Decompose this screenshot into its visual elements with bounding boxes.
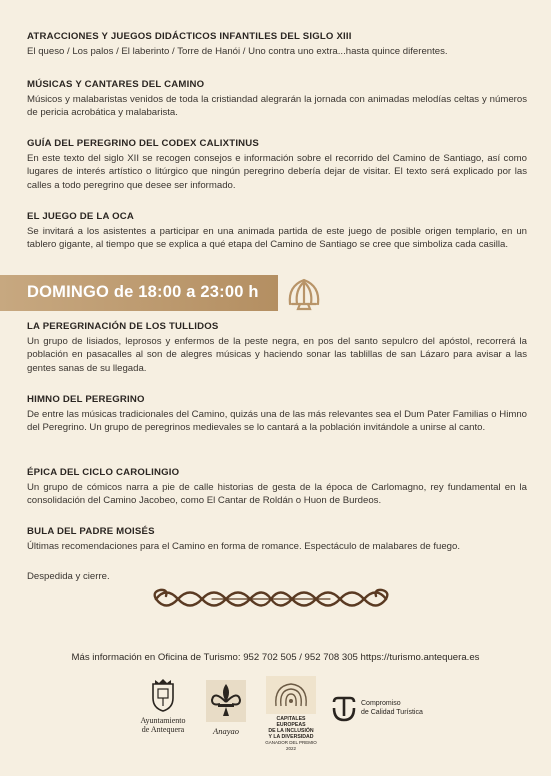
section-body: Músicos y malabaristas venidos de toda la cristiandad alegrarán la jornada con animadas melodías celtas y números de pericia acrobática y malabarista. bbox=[27, 94, 527, 119]
section-tullidos bbox=[27, 320, 527, 375]
capitales-line3: Y LA DIVERSIDAD bbox=[268, 734, 314, 740]
capitales-europeas-logo bbox=[262, 676, 320, 751]
section-musicas bbox=[27, 78, 527, 120]
section-body: El queso / Los palos / El laberinto / Torre de Hanói / Uno contra uno extra...hasta quince diferentes. bbox=[27, 46, 448, 57]
day-banner bbox=[0, 275, 278, 311]
coat-of-arms-icon bbox=[149, 678, 177, 712]
capitales-line4: GANADOR DEL PREMIO 2022 bbox=[265, 740, 317, 751]
section-oca bbox=[27, 210, 527, 252]
anayao-name: Anayao bbox=[213, 726, 239, 736]
day-banner-text: DOMINGO de 18:00 a 23:00 h bbox=[27, 283, 259, 301]
section-title: ÉPICA DEL CICLO CAROLINGIO bbox=[27, 467, 180, 478]
capitales-line1: CAPITALES EUROPEAS bbox=[276, 716, 306, 728]
section-atracciones bbox=[27, 30, 527, 58]
fleur-de-lis-icon bbox=[206, 680, 246, 722]
section-body: Un grupo de cómicos narra a pie de calle historias de gesta de la época de Carlomagno, rey fundamental en la consolidación del Camino Jacobeo, como El Cantar de Roldán o Huon de Burdeos. bbox=[27, 482, 527, 507]
closing-line: Despedida y cierre. bbox=[27, 571, 110, 582]
calidad-q-icon bbox=[330, 696, 358, 724]
section-epica bbox=[27, 466, 527, 508]
section-title: HIMNO DEL PEREGRINO bbox=[27, 394, 145, 405]
tourism-info: Más información en Oficina de Turismo: 952 702 505 / 952 708 305 https://turismo.antequera.es bbox=[71, 652, 480, 663]
section-body: Últimas recomendaciones para el Camino en forma de romance. Espectáculo de malabares de fuego. bbox=[27, 541, 461, 552]
anayao-logo bbox=[204, 680, 248, 740]
sponsor-logos bbox=[0, 676, 551, 751]
section-himno bbox=[27, 393, 527, 435]
compromiso-line1: Compromiso bbox=[361, 700, 401, 707]
section-title: ATRACCIONES Y JUEGOS DIDÁCTICOS INFANTILES DEL SIGLO XIII bbox=[27, 31, 352, 42]
section-body: De entre las músicas tradicionales del Camino, quizás una de las más relevantes sea el Dum Pater Familias o Himno del Peregrino. Un grupo de peregrinos medievales se lo cantará a la población invitándole a unirse al canto. bbox=[27, 409, 527, 434]
compromiso-line2: de Calidad Turística bbox=[361, 709, 423, 716]
scallop-shell-icon bbox=[284, 274, 324, 312]
section-title: BULA DEL PADRE MOISÉS bbox=[27, 526, 155, 537]
capitales-line2: DE LA INCLUSIÓN bbox=[268, 728, 314, 734]
celtic-knot-ornament bbox=[152, 584, 390, 614]
section-body: Se invitará a los asistentes a participar en una animada partida de este juego de posible origen templario, en un tablero gigante, al tiempo que se explica a qué etapa del Camino de Santiago se cree que simboliza cada casilla. bbox=[27, 226, 527, 251]
ayuntamiento-line2: de Antequera bbox=[141, 725, 185, 734]
section-body: Un grupo de lisiados, leprosos y enfermos de la peste negra, en pos del santo sepulcro del apóstol, recorrerá la población en pasacalles al son de alegres músicas y haciendo sonar las tablillas de san Lázaro para avisar a las gentes sanas de su llegada. bbox=[27, 336, 527, 374]
section-title: GUÍA DEL PEREGRINO DEL CODEX CALIXTINUS bbox=[27, 138, 260, 149]
section-body: En este texto del siglo XII se recogen consejos e información sobre el recorrido del Camino de Santiago, así como lugares de interés artístico o litúrgico que ningún peregrino debería dejar de visitar. El texto será explicado por las calles a todo peregrino que desee ser informado. bbox=[27, 153, 527, 191]
section-title: EL JUEGO DE LA OCA bbox=[27, 211, 135, 222]
ayuntamiento-logo bbox=[130, 678, 196, 740]
section-title: MÚSICAS Y CANTARES DEL CAMINO bbox=[27, 79, 205, 90]
ayuntamiento-line1: Ayuntamiento bbox=[140, 716, 186, 725]
fingerprint-icon bbox=[266, 676, 316, 714]
calidad-turistica-logo bbox=[330, 696, 440, 728]
section-guia bbox=[27, 137, 527, 192]
section-title: LA PEREGRINACIÓN DE LOS TULLIDOS bbox=[27, 321, 219, 332]
section-bula bbox=[27, 525, 527, 553]
